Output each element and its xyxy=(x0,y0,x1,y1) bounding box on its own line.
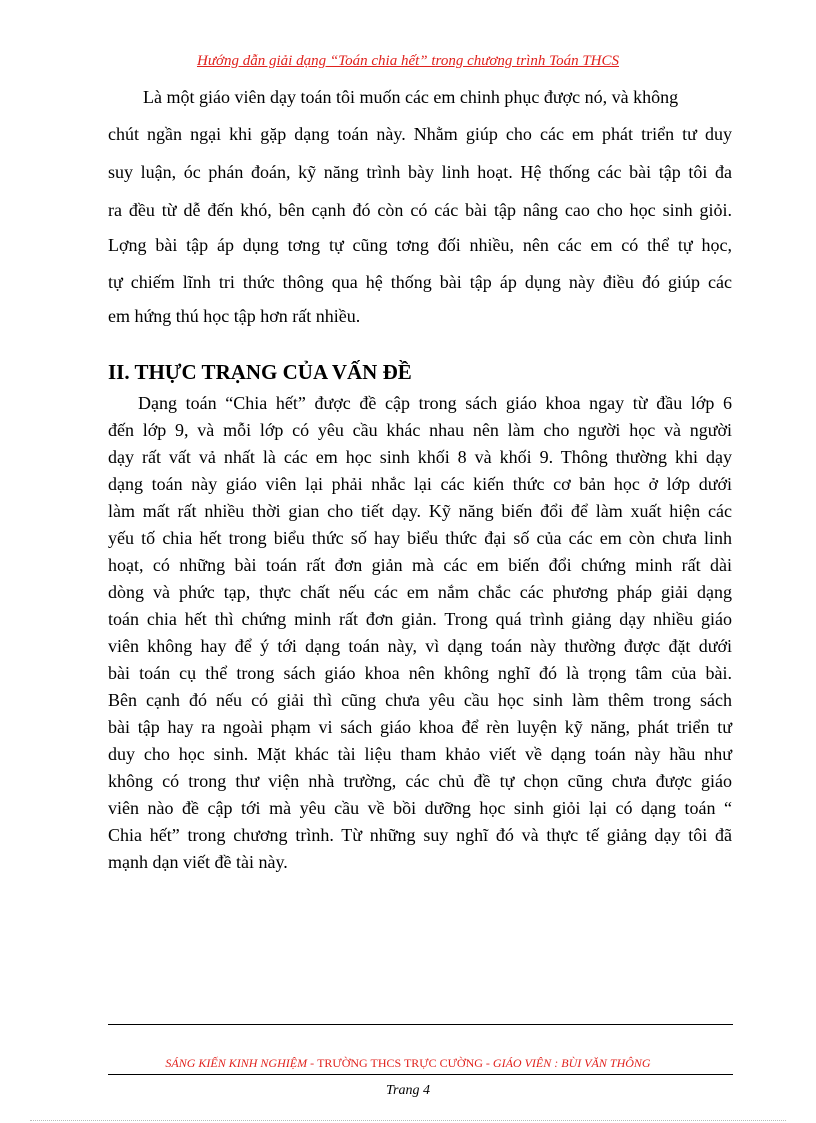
intro-line-7: em hứng thú học tập hơn rất nhiều. xyxy=(108,306,361,326)
page-number: Trang 4 xyxy=(386,1083,430,1098)
footer-label: SÁNG KIẾN KINH NGHIỆM - xyxy=(165,1056,318,1070)
body-line-9: toán chia hết thì chứng minh rất đơn giản. Trong quá trình giảng dạy nhiều giáo xyxy=(108,609,732,629)
body-line-6: yếu tố chia hết trong biểu thức số hay biểu thức đại số của các em còn chưa linh xyxy=(108,528,732,548)
body-line-4: dạng toán này giáo viên lại phải nhắc lại các kiến thức cơ bản học ở lớp dưới xyxy=(108,474,732,494)
body-line-7: hoạt, có những bài toán rất đơn giản mà các em biến đổi chứng minh rất dài xyxy=(108,555,732,575)
page-edge-dotted-line xyxy=(30,1120,786,1121)
page-header xyxy=(0,53,816,70)
body-line-2: đến lớp 9, và mỗi lớp có yêu cầu khác nhau nên làm cho người học và người xyxy=(108,420,732,440)
body-line-18: mạnh dạn viết đề tài này. xyxy=(108,852,288,872)
body-line-11: bài toán cụ thể trong sách giáo khoa nên không nghĩ đó là trọng tâm của bài. xyxy=(108,663,732,683)
body-line-16: viên nào đề cập tới mà yêu cầu về bồi dưỡng học sinh giỏi lại có dạng toán “ xyxy=(108,798,732,818)
footer-school: TRƯỜNG THCS TRỰC CƯỜNG xyxy=(317,1056,483,1070)
body-line-1: Dạng toán “Chia hết” được đề cập trong sách giáo khoa ngay từ đầu lớp 6 xyxy=(138,393,732,413)
intro-line-1: Là một giáo viên dạy toán tôi muốn các em chinh phục được nó, và không xyxy=(143,87,679,107)
body-line-10: viên không hay để ý tới dạng toán này, vì dạng toán này thường được đặt dưới xyxy=(108,636,732,656)
body-line-5: làm mất rất nhiều thời gian cho tiết dạy. Kỹ năng biến đổi để làm xuất hiện các xyxy=(108,501,732,521)
body-line-3: dạy rất vất vả nhất là các em học sinh khối 8 và khối 9. Thông thường khi dạy xyxy=(108,447,732,467)
body-line-17: Chia hết” trong chương trình. Từ những suy nghĩ đó và thực tế giảng dạy tôi đã xyxy=(108,825,732,845)
intro-line-4: ra đều từ dễ đến khó, bên cạnh đó còn có các bài tập nâng cao cho học sinh giỏi. xyxy=(108,200,732,220)
body-line-14: duy cho học sinh. Mặt khác tài liệu tham khảo viết về dạng toán này hầu như xyxy=(108,744,732,764)
body-line-15: không có trong thư viện nhà trường, các chủ đề tự chọn cũng chưa được giáo xyxy=(108,771,732,791)
intro-line-6: tự chiếm lĩnh tri thức thông qua hệ thống bài tập áp dụng này điều đó giúp các xyxy=(108,272,732,292)
footer-bottom-rule xyxy=(108,1074,733,1075)
intro-line-5: Lợng bài tập áp dụng tơng tự cũng tơng đối nhiều, nên các em có thể tự học, xyxy=(108,235,732,255)
header-title: Hướng dẫn giải dạng “Toán chia hết” trong chương trình Toán THCS xyxy=(196,53,619,69)
footer-top-rule xyxy=(108,1024,733,1025)
body-line-13: bài tập hay ra ngoài phạm vi sách giáo khoa để rèn luyện kỹ năng, phát triển tư xyxy=(108,717,732,737)
intro-line-3: suy luận, óc phán đoán, kỹ năng trình bày linh hoạt. Hệ thống các bài tập tôi đa xyxy=(108,162,732,182)
page-footer xyxy=(0,1056,816,1071)
body-line-8: dòng và phức tạp, thực chất nếu các em nắm chắc các phương pháp giải dạng xyxy=(108,582,732,602)
footer-teacher: - GIÁO VIÊN : BÙI VĂN THÔNG xyxy=(482,1056,651,1070)
section-heading: II. THỰC TRẠNG CỦA VẤN ĐỀ xyxy=(108,360,412,384)
intro-line-2: chút ngần ngại khi gặp dạng toán này. Nhằm giúp cho các em phát triển tư duy xyxy=(108,124,732,144)
body-line-12: Bên cạnh đó nếu có giải thì cũng chưa yêu cầu học sinh làm thêm trong sách xyxy=(108,690,732,710)
